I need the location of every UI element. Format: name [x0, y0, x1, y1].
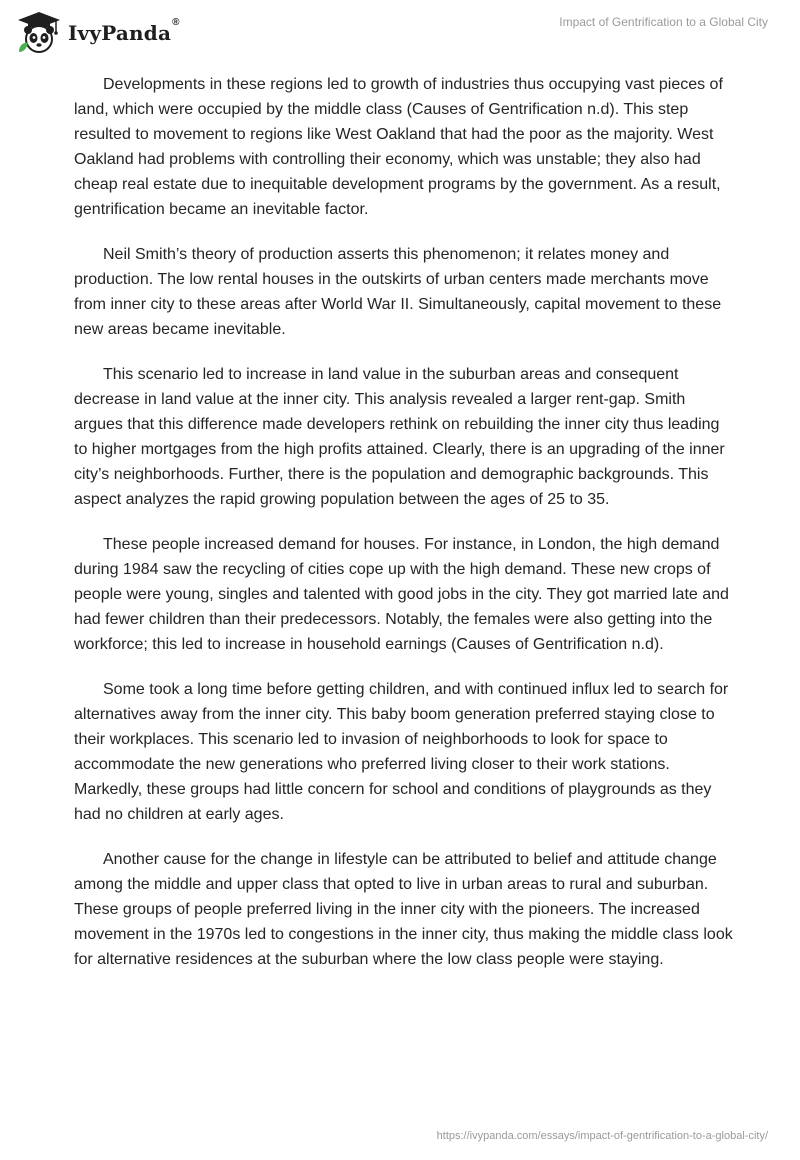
- source-url-link[interactable]: https://ivypanda.com/essays/impact-of-gentrification-to-a-global-city/: [436, 1130, 768, 1142]
- brand-name: IvyPanda®: [68, 17, 180, 45]
- registered-mark: ®: [172, 17, 180, 28]
- paragraph: These people increased demand for houses. For instance, in London, the high demand during 1984 saw the recycling of cities cope up with the high demand. These new crops of people were young, singles and talented with good jobs in the city. They got married late and had fewer children than their predecessors. Notably, the females were also getting into the workforce; this led to increase in household earnings (Causes of Gentrification n.d).: [74, 536, 729, 653]
- paragraph: Some took a long time before getting children, and with continued influx led to search for alternatives away from the inner city. This baby boom generation preferred staying close to their workplaces. This scenario led to invasion of neighborhoods to look for space to accommodate the new generations who preferred living closer to their work stations. Markedly, these groups had little concern for school and conditions of playgrounds as they had no children at early ages.: [74, 681, 729, 823]
- panda-graduate-icon: [16, 10, 62, 54]
- essay-body: [74, 72, 734, 992]
- brand-logo[interactable]: [16, 10, 180, 54]
- paragraph: This scenario led to increase in land value in the suburban areas and consequent decrease in land value at the inner city. This analysis revealed a larger rent-gap. Smith argues that this difference made developers rethink on rebuilding the inner city thus leading to higher mortgages from the high profits attained. Clearly, there is an upgrading of the inner city’s neighborhoods. Further, there is the population and demographic backgrounds. This aspect analyzes the rapid growing population between the ages of 25 to 35.: [74, 366, 725, 508]
- paragraph: Another cause for the change in lifestyle can be attributed to belief and attitude change among the middle and upper class that opted to live in urban areas to rural and suburban. These groups of people preferred living in the inner city with the pioneers. The increased movement in the 1970s led to congestions in the inner city, thus making the middle class look for alternative residences at the suburban where the low class people were staying.: [74, 851, 733, 968]
- paragraph: Neil Smith’s theory of production asserts this phenomenon; it relates money and production. The low rental houses in the outskirts of urban centers made merchants move from inner city to these areas after World War II. Simultaneously, capital movement to these new areas became inevitable.: [74, 246, 722, 338]
- document-title: Impact of Gentrification to a Global City: [559, 15, 768, 29]
- page-header: [0, 0, 800, 70]
- paragraph: Developments in these regions led to growth of industries thus occupying vast pieces of land, which were occupied by the middle class (Causes of Gentrification n.d). This step resulted to movement to regions like West Oakland that had the poor as the majority. West Oakland had problems with controlling their economy, which was unstable; they also had cheap real estate due to inequitable development programs by the government. As a result, gentrification became an inevitable factor.: [74, 76, 723, 218]
